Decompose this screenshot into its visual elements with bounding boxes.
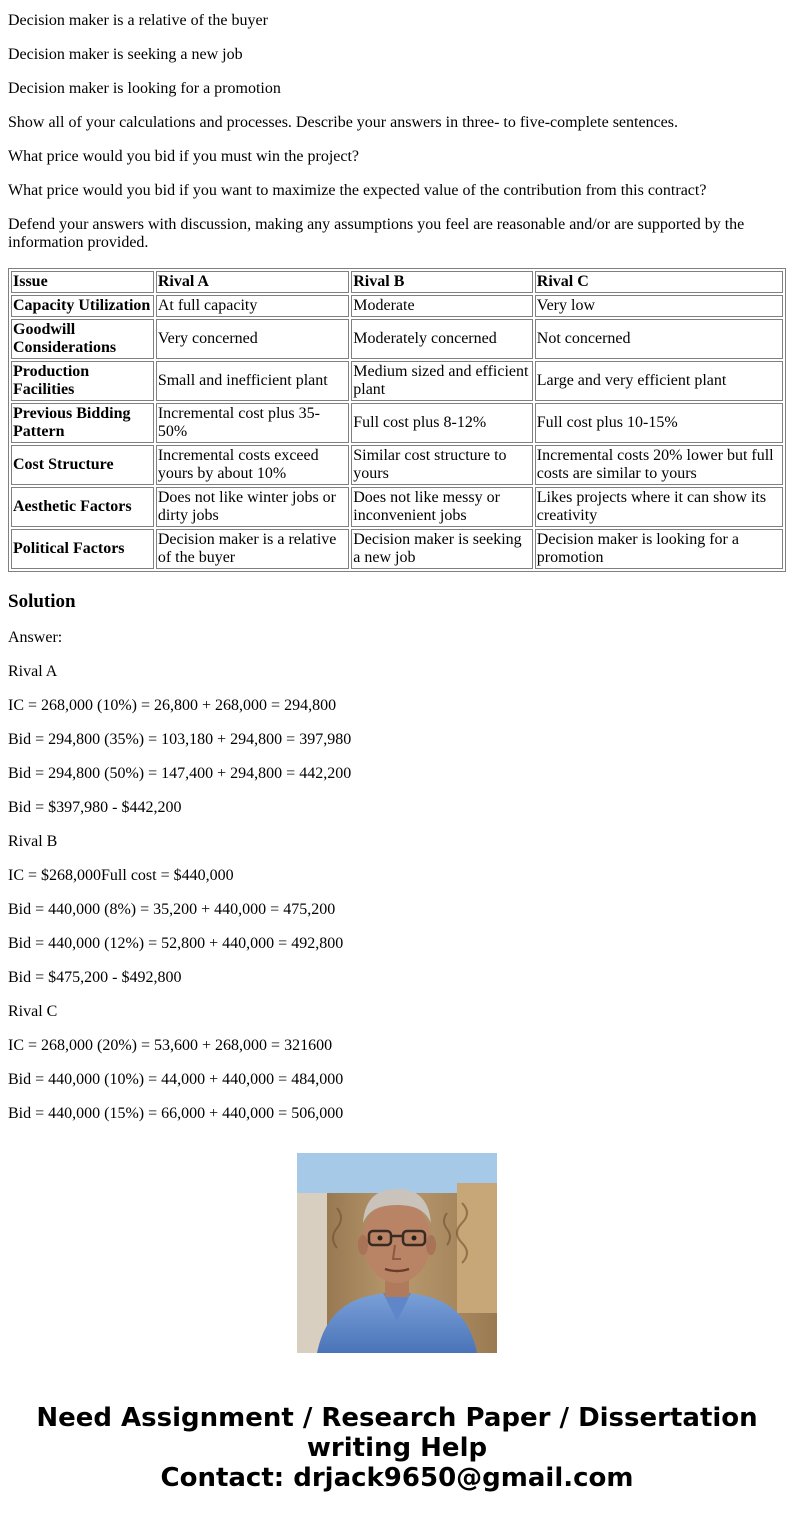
table-cell: Large and very efficient plant [535,361,783,401]
intro-paragraph: Decision maker is looking for a promotion [8,80,281,97]
table-row [11,361,783,401]
solution-heading: Solution [8,591,76,612]
author-avatar [297,1153,497,1353]
table-cell: Moderately concerned [351,319,533,359]
table-cell: Not concerned [535,319,783,359]
table-cell: Does not like winter jobs or dirty jobs [156,487,349,527]
solution-line: Rival A [8,663,58,680]
table-cell: Decision maker is looking for a promotion [535,529,783,569]
solution-line: Bid = $475,200 - $492,800 [8,969,182,986]
solution-line: Answer: [8,629,63,646]
solution-line: Rival B [8,833,58,850]
row-label: Political Factors [11,529,154,569]
rivals-table [8,268,786,572]
table-cell: Incremental cost plus 35-50% [156,403,349,443]
solution-line: Bid = 294,800 (35%) = 103,180 + 294,800 = 397,980 [8,731,352,748]
solution-body [8,629,786,1122]
table-row [11,529,783,569]
table-cell: Similar cost structure to yours [351,445,533,485]
intro-paragraph: Decision maker is seeking a new job [8,46,243,63]
person-photo-icon [297,1153,497,1353]
table-cell: Does not like messy or inconvenient jobs [351,487,533,527]
table-row [11,319,783,359]
table-header-cell: Rival B [351,271,533,293]
table-cell: Very concerned [156,319,349,359]
table-header-row [11,271,783,293]
table-cell: Full cost plus 8-12% [351,403,533,443]
table-cell: Likes projects where it can show its creativity [535,487,783,527]
intro-paragraph: What price would you bid if you want to maximize the expected value of the contribution from this contract? [8,182,707,199]
table-cell: Very low [535,295,783,317]
solution-line: Bid = 440,000 (8%) = 35,200 + 440,000 = 475,200 [8,901,336,918]
table-cell: Decision maker is a relative of the buyer [156,529,349,569]
intro-paragraph: Show all of your calculations and processes. Describe your answers in three- to five-complete sentences. [8,114,678,131]
table-cell: Medium sized and efficient plant [351,361,533,401]
promo-contact: Contact: drjack9650@gmail.com [160,1463,634,1493]
table-row [11,445,783,485]
question-intro [8,12,786,252]
table-cell: Small and inefficient plant [156,361,349,401]
table-cell: Moderate [351,295,533,317]
table-cell: Incremental costs 20% lower but full costs are similar to yours [535,445,783,485]
table-header-cell: Rival A [156,271,349,293]
solution-line: Bid = 294,800 (50%) = 147,400 + 294,800 = 442,200 [8,765,352,782]
solution-line: Rival C [8,1003,58,1020]
solution-line: Bid = $397,980 - $442,200 [8,799,182,816]
table-cell: Incremental costs exceed yours by about 10% [156,445,349,485]
solution-line: IC = 268,000 (20%) = 53,600 + 268,000 = 321600 [8,1037,333,1054]
table-row [11,295,783,317]
promo-banner [0,1403,794,1493]
solution-line: IC = 268,000 (10%) = 26,800 + 268,000 = 294,800 [8,697,337,714]
solution-line: IC = $268,000Full cost = $440,000 [8,867,234,884]
intro-paragraph: What price would you bid if you must win the project? [8,148,360,165]
table-header-cell: Issue [11,271,154,293]
table-cell: Decision maker is seeking a new job [351,529,533,569]
table-row [11,487,783,527]
row-label: Production Facilities [11,361,154,401]
solution-line: Bid = 440,000 (12%) = 52,800 + 440,000 = 492,800 [8,935,344,952]
row-label: Cost Structure [11,445,154,485]
solution-line: Bid = 440,000 (15%) = 66,000 + 440,000 = 506,000 [8,1105,344,1122]
row-label: Aesthetic Factors [11,487,154,527]
row-label: Previous Bidding Pattern [11,403,154,443]
promo-line: Need Assignment / Research Paper / Dissertation [36,1403,758,1433]
intro-paragraph: Decision maker is a relative of the buyer [8,12,268,29]
table-cell: Full cost plus 10-15% [535,403,783,443]
row-label: Capacity Utilization [11,295,154,317]
table-row [11,403,783,443]
row-label: Goodwill Considerations [11,319,154,359]
intro-paragraph: Defend your answers with discussion, making any assumptions you feel are reasonable and/or are supported by the information provided. [8,216,745,251]
solution-line: Bid = 440,000 (10%) = 44,000 + 440,000 = 484,000 [8,1071,344,1088]
promo-line: writing Help [306,1433,488,1463]
table-cell: At full capacity [156,295,349,317]
table-header-cell: Rival C [535,271,783,293]
